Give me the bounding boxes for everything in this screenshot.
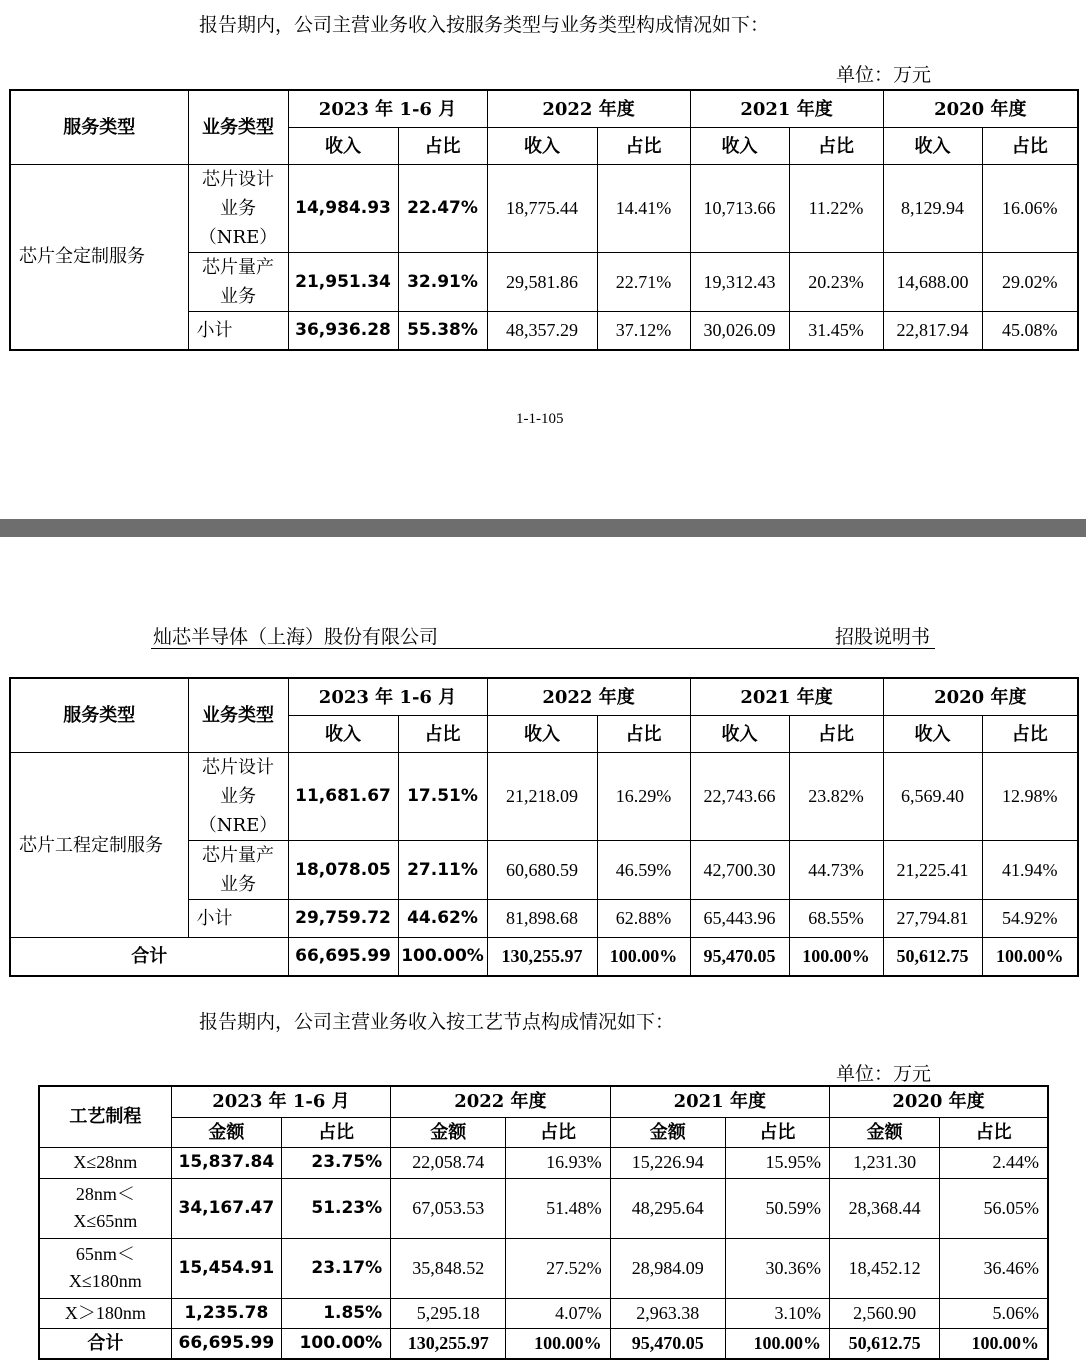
header-amount: 金额 bbox=[391, 1117, 506, 1147]
row-label: 芯片量产业务 bbox=[188, 253, 288, 312]
header-rule bbox=[151, 648, 935, 649]
table-row bbox=[39, 1238, 1048, 1298]
page-divider bbox=[0, 519, 1086, 537]
cell: 11.22% bbox=[789, 165, 883, 253]
header-service-type: 服务类型 bbox=[10, 678, 188, 753]
table-header-row bbox=[10, 90, 1078, 128]
cell: 10,713.66 bbox=[690, 165, 789, 253]
cell: 100.00% bbox=[789, 938, 883, 976]
cell: 15.95% bbox=[725, 1147, 829, 1178]
cell: 34,167.47 bbox=[171, 1178, 281, 1238]
cell: 28,984.09 bbox=[610, 1238, 725, 1298]
cell: 16.93% bbox=[506, 1147, 610, 1178]
page-number: 1-1-105 bbox=[516, 411, 564, 427]
cell: 130,255.97 bbox=[487, 938, 597, 976]
cell: 21,951.34 bbox=[288, 253, 398, 312]
cell: 23.82% bbox=[789, 753, 883, 841]
cell: 2,963.38 bbox=[610, 1298, 725, 1328]
header-share: 占比 bbox=[789, 716, 883, 753]
revenue-by-service-table bbox=[9, 89, 1079, 351]
cell: 29,759.72 bbox=[288, 900, 398, 938]
cell: 56.05% bbox=[940, 1178, 1048, 1238]
cell: 44.73% bbox=[789, 841, 883, 900]
header-revenue: 收入 bbox=[883, 128, 982, 165]
header-period: 2021 年度 bbox=[690, 678, 883, 716]
cell: 15,454.91 bbox=[171, 1238, 281, 1298]
cell: 22,743.66 bbox=[690, 753, 789, 841]
cell: 32.91% bbox=[398, 253, 487, 312]
table-header-row bbox=[39, 1086, 1048, 1117]
total-label: 合计 bbox=[10, 938, 288, 976]
cell: 1,235.78 bbox=[171, 1298, 281, 1328]
cell: 31.45% bbox=[789, 312, 883, 350]
cell: 18,775.44 bbox=[487, 165, 597, 253]
cell: 14.41% bbox=[597, 165, 690, 253]
header-share: 占比 bbox=[398, 128, 487, 165]
header-amount: 金额 bbox=[171, 1117, 281, 1147]
cell: 62.88% bbox=[597, 900, 690, 938]
cell: 50.59% bbox=[725, 1178, 829, 1238]
header-business-type: 业务类型 bbox=[188, 90, 288, 165]
cell: 60,680.59 bbox=[487, 841, 597, 900]
cell: 3.10% bbox=[725, 1298, 829, 1328]
cell: 42,700.30 bbox=[690, 841, 789, 900]
row-label: 芯片量产业务 bbox=[188, 841, 288, 900]
cell: 1.85% bbox=[281, 1298, 390, 1328]
cell: 22,817.94 bbox=[883, 312, 982, 350]
header-revenue: 收入 bbox=[690, 716, 789, 753]
revenue-by-process-table bbox=[38, 1085, 1049, 1360]
cell: 81,898.68 bbox=[487, 900, 597, 938]
cell: 100.00% bbox=[982, 938, 1078, 976]
table-row bbox=[39, 1178, 1048, 1238]
cell: 100.00% bbox=[506, 1328, 610, 1359]
cell: 4.07% bbox=[506, 1298, 610, 1328]
cell: 95,470.05 bbox=[690, 938, 789, 976]
cell: 5,295.18 bbox=[391, 1298, 506, 1328]
cell: 51.23% bbox=[281, 1178, 390, 1238]
cell: 5.06% bbox=[940, 1298, 1048, 1328]
cell: 29.02% bbox=[982, 253, 1078, 312]
header-share: 占比 bbox=[506, 1117, 610, 1147]
cell: 30,026.09 bbox=[690, 312, 789, 350]
cell: 66,695.99 bbox=[288, 938, 398, 976]
cell: 21,218.09 bbox=[487, 753, 597, 841]
header-revenue: 收入 bbox=[690, 128, 789, 165]
cell: 23.17% bbox=[281, 1238, 390, 1298]
cell: 100.00% bbox=[597, 938, 690, 976]
header-revenue: 收入 bbox=[288, 716, 398, 753]
header-revenue: 收入 bbox=[288, 128, 398, 165]
cell: 12.98% bbox=[982, 753, 1078, 841]
header-share: 占比 bbox=[597, 128, 690, 165]
table-header-row bbox=[10, 678, 1078, 716]
section3-unit: 单位：万元 bbox=[836, 1063, 932, 1085]
row-label: 芯片设计业务（NRE） bbox=[188, 165, 288, 253]
header-period: 2022 年度 bbox=[487, 678, 690, 716]
header-amount: 金额 bbox=[830, 1117, 940, 1147]
cell: 16.06% bbox=[982, 165, 1078, 253]
section1-unit: 单位：万元 bbox=[836, 64, 932, 86]
row-label: 芯片设计业务（NRE） bbox=[188, 753, 288, 841]
cell: 100.00% bbox=[398, 938, 487, 976]
cell: 48,357.29 bbox=[487, 312, 597, 350]
header-period: 2020 年度 bbox=[830, 1086, 1048, 1117]
page-header-company: 灿芯半导体（上海）股份有限公司 bbox=[153, 626, 439, 648]
cell: 100.00% bbox=[725, 1328, 829, 1359]
row-label: 小计 bbox=[188, 900, 288, 938]
cell: 66,695.99 bbox=[171, 1328, 281, 1359]
cell: 55.38% bbox=[398, 312, 487, 350]
header-share: 占比 bbox=[982, 716, 1078, 753]
cell: 23.75% bbox=[281, 1147, 390, 1178]
cell: 16.29% bbox=[597, 753, 690, 841]
cell: 36,936.28 bbox=[288, 312, 398, 350]
cell: 54.92% bbox=[982, 900, 1078, 938]
row-label: 小计 bbox=[188, 312, 288, 350]
cell: 67,053.53 bbox=[391, 1178, 506, 1238]
header-share: 占比 bbox=[281, 1117, 390, 1147]
header-period: 2021 年度 bbox=[610, 1086, 829, 1117]
cell: 130,255.97 bbox=[391, 1328, 506, 1359]
table-total-row bbox=[10, 938, 1078, 976]
header-amount: 金额 bbox=[610, 1117, 725, 1147]
row-label: X＞180nm bbox=[39, 1298, 171, 1328]
page-header-doc: 招股说明书 bbox=[835, 626, 931, 648]
header-period: 2022 年度 bbox=[391, 1086, 610, 1117]
cell: 15,226.94 bbox=[610, 1147, 725, 1178]
header-share: 占比 bbox=[597, 716, 690, 753]
cell: 22.71% bbox=[597, 253, 690, 312]
table-row bbox=[39, 1298, 1048, 1328]
cell: 35,848.52 bbox=[391, 1238, 506, 1298]
header-period: 2023 年 1-6 月 bbox=[288, 90, 487, 128]
cell: 51.48% bbox=[506, 1178, 610, 1238]
table-row bbox=[39, 1147, 1048, 1178]
section1-intro: 报告期内，公司主营业务收入按服务类型与业务类型构成情况如下： bbox=[199, 14, 770, 36]
cell: 8,129.94 bbox=[883, 165, 982, 253]
cell: 27.52% bbox=[506, 1238, 610, 1298]
header-revenue: 收入 bbox=[487, 716, 597, 753]
cell: 21,225.41 bbox=[883, 841, 982, 900]
table-total-row bbox=[39, 1328, 1048, 1359]
cell: 19,312.43 bbox=[690, 253, 789, 312]
cell: 100.00% bbox=[940, 1328, 1048, 1359]
table-row bbox=[10, 753, 1078, 841]
header-period: 2022 年度 bbox=[487, 90, 690, 128]
cell: 41.94% bbox=[982, 841, 1078, 900]
header-period: 2021 年度 bbox=[690, 90, 883, 128]
cell: 65,443.96 bbox=[690, 900, 789, 938]
section3-intro: 报告期内，公司主营业务收入按工艺节点构成情况如下： bbox=[199, 1011, 675, 1033]
cell: 46.59% bbox=[597, 841, 690, 900]
cell: 2,560.90 bbox=[830, 1298, 940, 1328]
group-label: 芯片全定制服务 bbox=[10, 165, 188, 350]
header-share: 占比 bbox=[725, 1117, 829, 1147]
cell: 44.62% bbox=[398, 900, 487, 938]
cell: 6,569.40 bbox=[883, 753, 982, 841]
header-share: 占比 bbox=[940, 1117, 1048, 1147]
cell: 37.12% bbox=[597, 312, 690, 350]
cell: 27,794.81 bbox=[883, 900, 982, 938]
cell: 18,452.12 bbox=[830, 1238, 940, 1298]
total-label: 合计 bbox=[39, 1328, 171, 1359]
header-share: 占比 bbox=[789, 128, 883, 165]
cell: 20.23% bbox=[789, 253, 883, 312]
cell: 1,231.30 bbox=[830, 1147, 940, 1178]
cell: 15,837.84 bbox=[171, 1147, 281, 1178]
cell: 30.36% bbox=[725, 1238, 829, 1298]
header-revenue: 收入 bbox=[883, 716, 982, 753]
revenue-by-service-table-continued bbox=[9, 677, 1079, 977]
header-service-type: 服务类型 bbox=[10, 90, 188, 165]
header-revenue: 收入 bbox=[487, 128, 597, 165]
cell: 100.00% bbox=[281, 1328, 390, 1359]
header-period: 2023 年 1-6 月 bbox=[171, 1086, 390, 1117]
header-period: 2020 年度 bbox=[883, 90, 1078, 128]
cell: 29,581.86 bbox=[487, 253, 597, 312]
cell: 14,984.93 bbox=[288, 165, 398, 253]
cell: 48,295.64 bbox=[610, 1178, 725, 1238]
header-share: 占比 bbox=[982, 128, 1078, 165]
cell: 11,681.67 bbox=[288, 753, 398, 841]
cell: 95,470.05 bbox=[610, 1328, 725, 1359]
table-subheader-row bbox=[39, 1117, 1048, 1147]
cell: 36.46% bbox=[940, 1238, 1048, 1298]
cell: 45.08% bbox=[982, 312, 1078, 350]
row-label: 65nm＜X≤180nm bbox=[39, 1238, 171, 1298]
cell: 2.44% bbox=[940, 1147, 1048, 1178]
cell: 18,078.05 bbox=[288, 841, 398, 900]
cell: 50,612.75 bbox=[883, 938, 982, 976]
cell: 17.51% bbox=[398, 753, 487, 841]
header-period: 2023 年 1-6 月 bbox=[288, 678, 487, 716]
cell: 28,368.44 bbox=[830, 1178, 940, 1238]
header-business-type: 业务类型 bbox=[188, 678, 288, 753]
cell: 22,058.74 bbox=[391, 1147, 506, 1178]
header-process: 工艺制程 bbox=[39, 1086, 171, 1147]
cell: 27.11% bbox=[398, 841, 487, 900]
table-row bbox=[10, 165, 1078, 253]
row-label: 28nm＜X≤65nm bbox=[39, 1178, 171, 1238]
cell: 68.55% bbox=[789, 900, 883, 938]
cell: 22.47% bbox=[398, 165, 487, 253]
cell: 50,612.75 bbox=[830, 1328, 940, 1359]
cell: 14,688.00 bbox=[883, 253, 982, 312]
row-label: X≤28nm bbox=[39, 1147, 171, 1178]
group-label: 芯片工程定制服务 bbox=[10, 753, 188, 938]
header-share: 占比 bbox=[398, 716, 487, 753]
header-period: 2020 年度 bbox=[883, 678, 1078, 716]
